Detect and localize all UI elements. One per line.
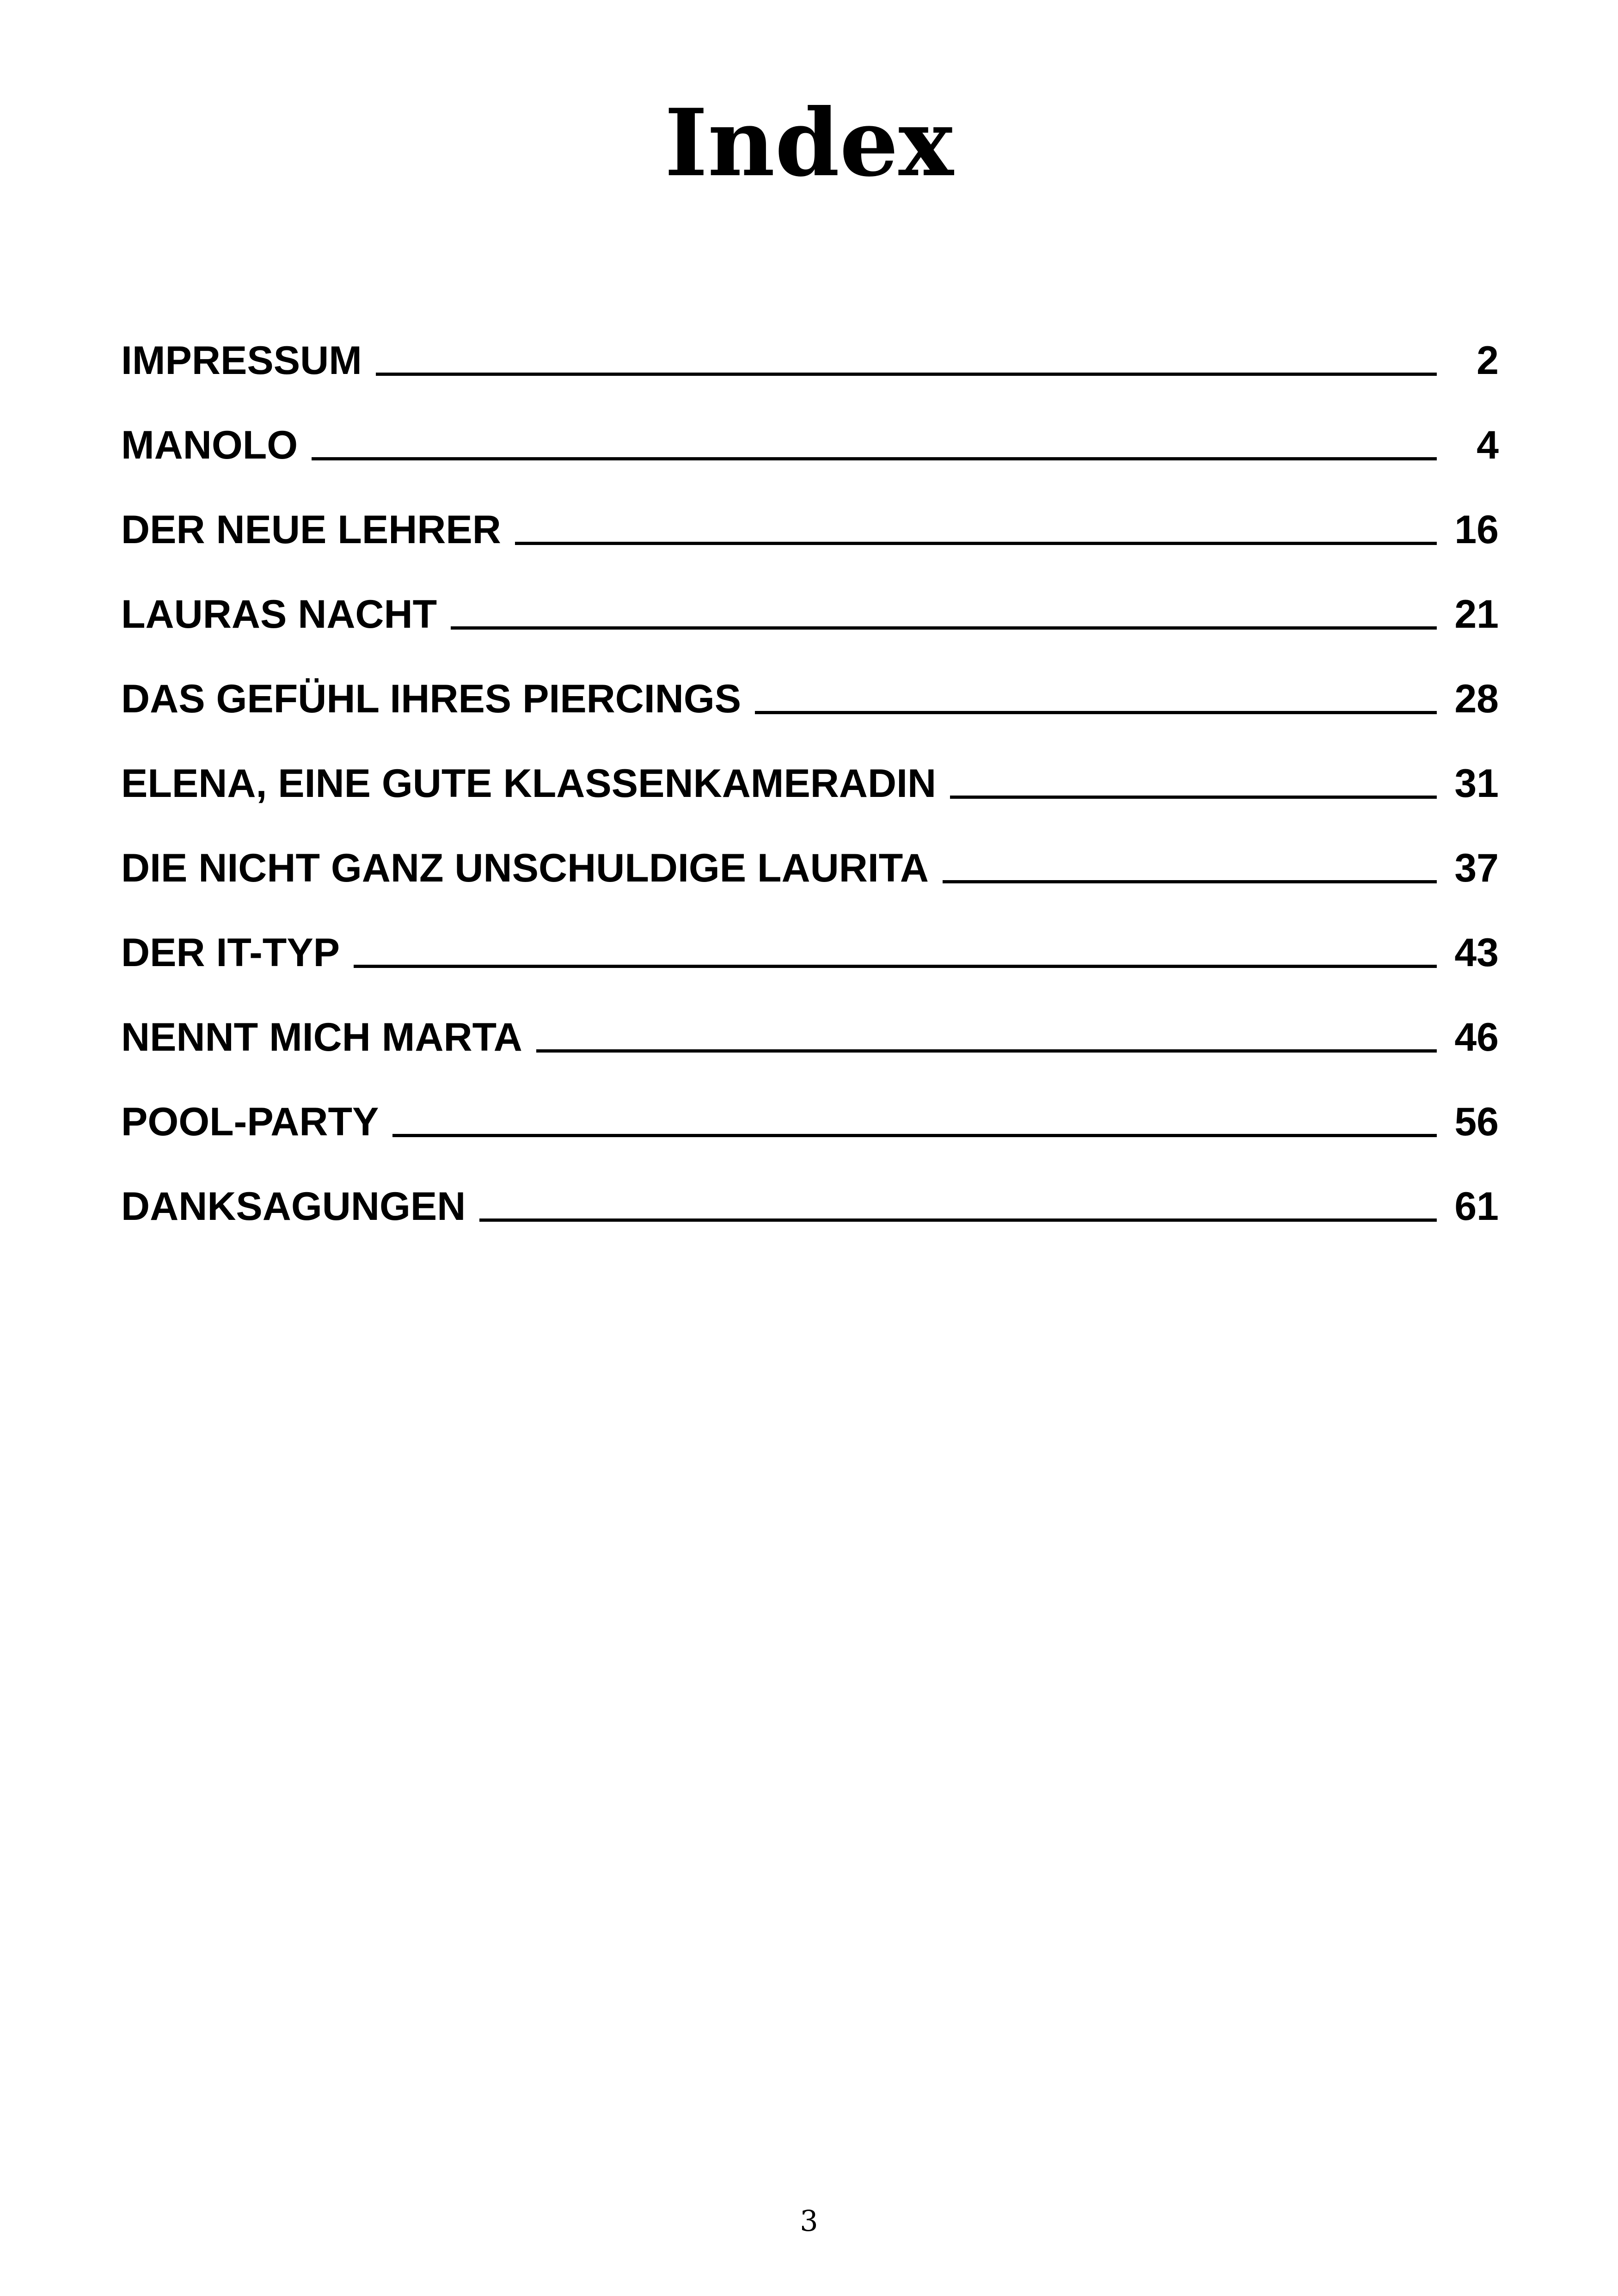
toc-entry-lauras-nacht[interactable]	[121, 587, 1499, 671]
toc-entry-danksagungen[interactable]	[121, 1179, 1499, 1263]
toc-entry-page: 46	[1454, 1015, 1499, 1059]
toc-entry-page: 16	[1454, 508, 1499, 552]
toc-entry-der-neue-lehrer[interactable]	[121, 502, 1499, 587]
toc-entry-page: 43	[1454, 931, 1499, 975]
toc-entry-page: 61	[1454, 1184, 1499, 1229]
toc-entry-impressum[interactable]	[121, 333, 1499, 417]
toc-entry-title: DANKSAGUNGEN	[121, 1184, 466, 1229]
toc-entry-das-gefuehl-ihres-piercings[interactable]	[121, 671, 1499, 756]
toc-leader-line	[515, 542, 1437, 545]
toc-entry-der-it-typ[interactable]	[121, 925, 1499, 1010]
toc-leader-line	[354, 965, 1437, 968]
table-of-contents	[121, 333, 1499, 1263]
toc-entry-title: LAURAS NACHT	[121, 592, 437, 637]
toc-entry-elena[interactable]	[121, 756, 1499, 840]
page-title: Index	[664, 89, 954, 197]
toc-entry-manolo[interactable]	[121, 417, 1499, 502]
toc-entry-title: ELENA, EINE GUTE KLASSENKAMERADIN	[121, 761, 937, 806]
toc-entry-title: NENNT MICH MARTA	[121, 1015, 522, 1059]
toc-leader-line	[392, 1134, 1437, 1137]
toc-entry-pool-party[interactable]	[121, 1094, 1499, 1179]
toc-entry-page: 56	[1454, 1100, 1499, 1144]
toc-entry-title: DIE NICHT GANZ UNSCHULDIGE LAURITA	[121, 846, 929, 890]
toc-entry-page: 31	[1454, 761, 1499, 806]
toc-entry-page: 28	[1454, 677, 1499, 721]
page-number: 3	[800, 2204, 818, 2238]
toc-leader-line	[376, 373, 1437, 376]
toc-entry-title: DER IT-TYP	[121, 931, 340, 975]
toc-entry-page: 4	[1477, 423, 1499, 467]
toc-leader-line	[950, 796, 1437, 799]
toc-leader-line	[312, 457, 1437, 460]
toc-entry-title: MANOLO	[121, 423, 298, 467]
toc-entry-page: 37	[1454, 846, 1499, 890]
toc-entry-title: POOL-PARTY	[121, 1100, 379, 1144]
toc-entry-page: 2	[1477, 338, 1499, 383]
toc-leader-line	[943, 880, 1437, 883]
toc-entry-title: DER NEUE LEHRER	[121, 508, 501, 552]
toc-entry-laurita[interactable]	[121, 840, 1499, 925]
toc-leader-line	[479, 1218, 1437, 1222]
toc-entry-title: DAS GEFÜHL IHRES PIERCINGS	[121, 677, 742, 721]
toc-entry-title: IMPRESSUM	[121, 338, 362, 383]
toc-entry-nennt-mich-marta[interactable]	[121, 1010, 1499, 1094]
toc-leader-line	[755, 711, 1437, 714]
toc-leader-line	[451, 626, 1437, 630]
toc-leader-line	[536, 1049, 1437, 1053]
toc-entry-page: 21	[1454, 592, 1499, 637]
